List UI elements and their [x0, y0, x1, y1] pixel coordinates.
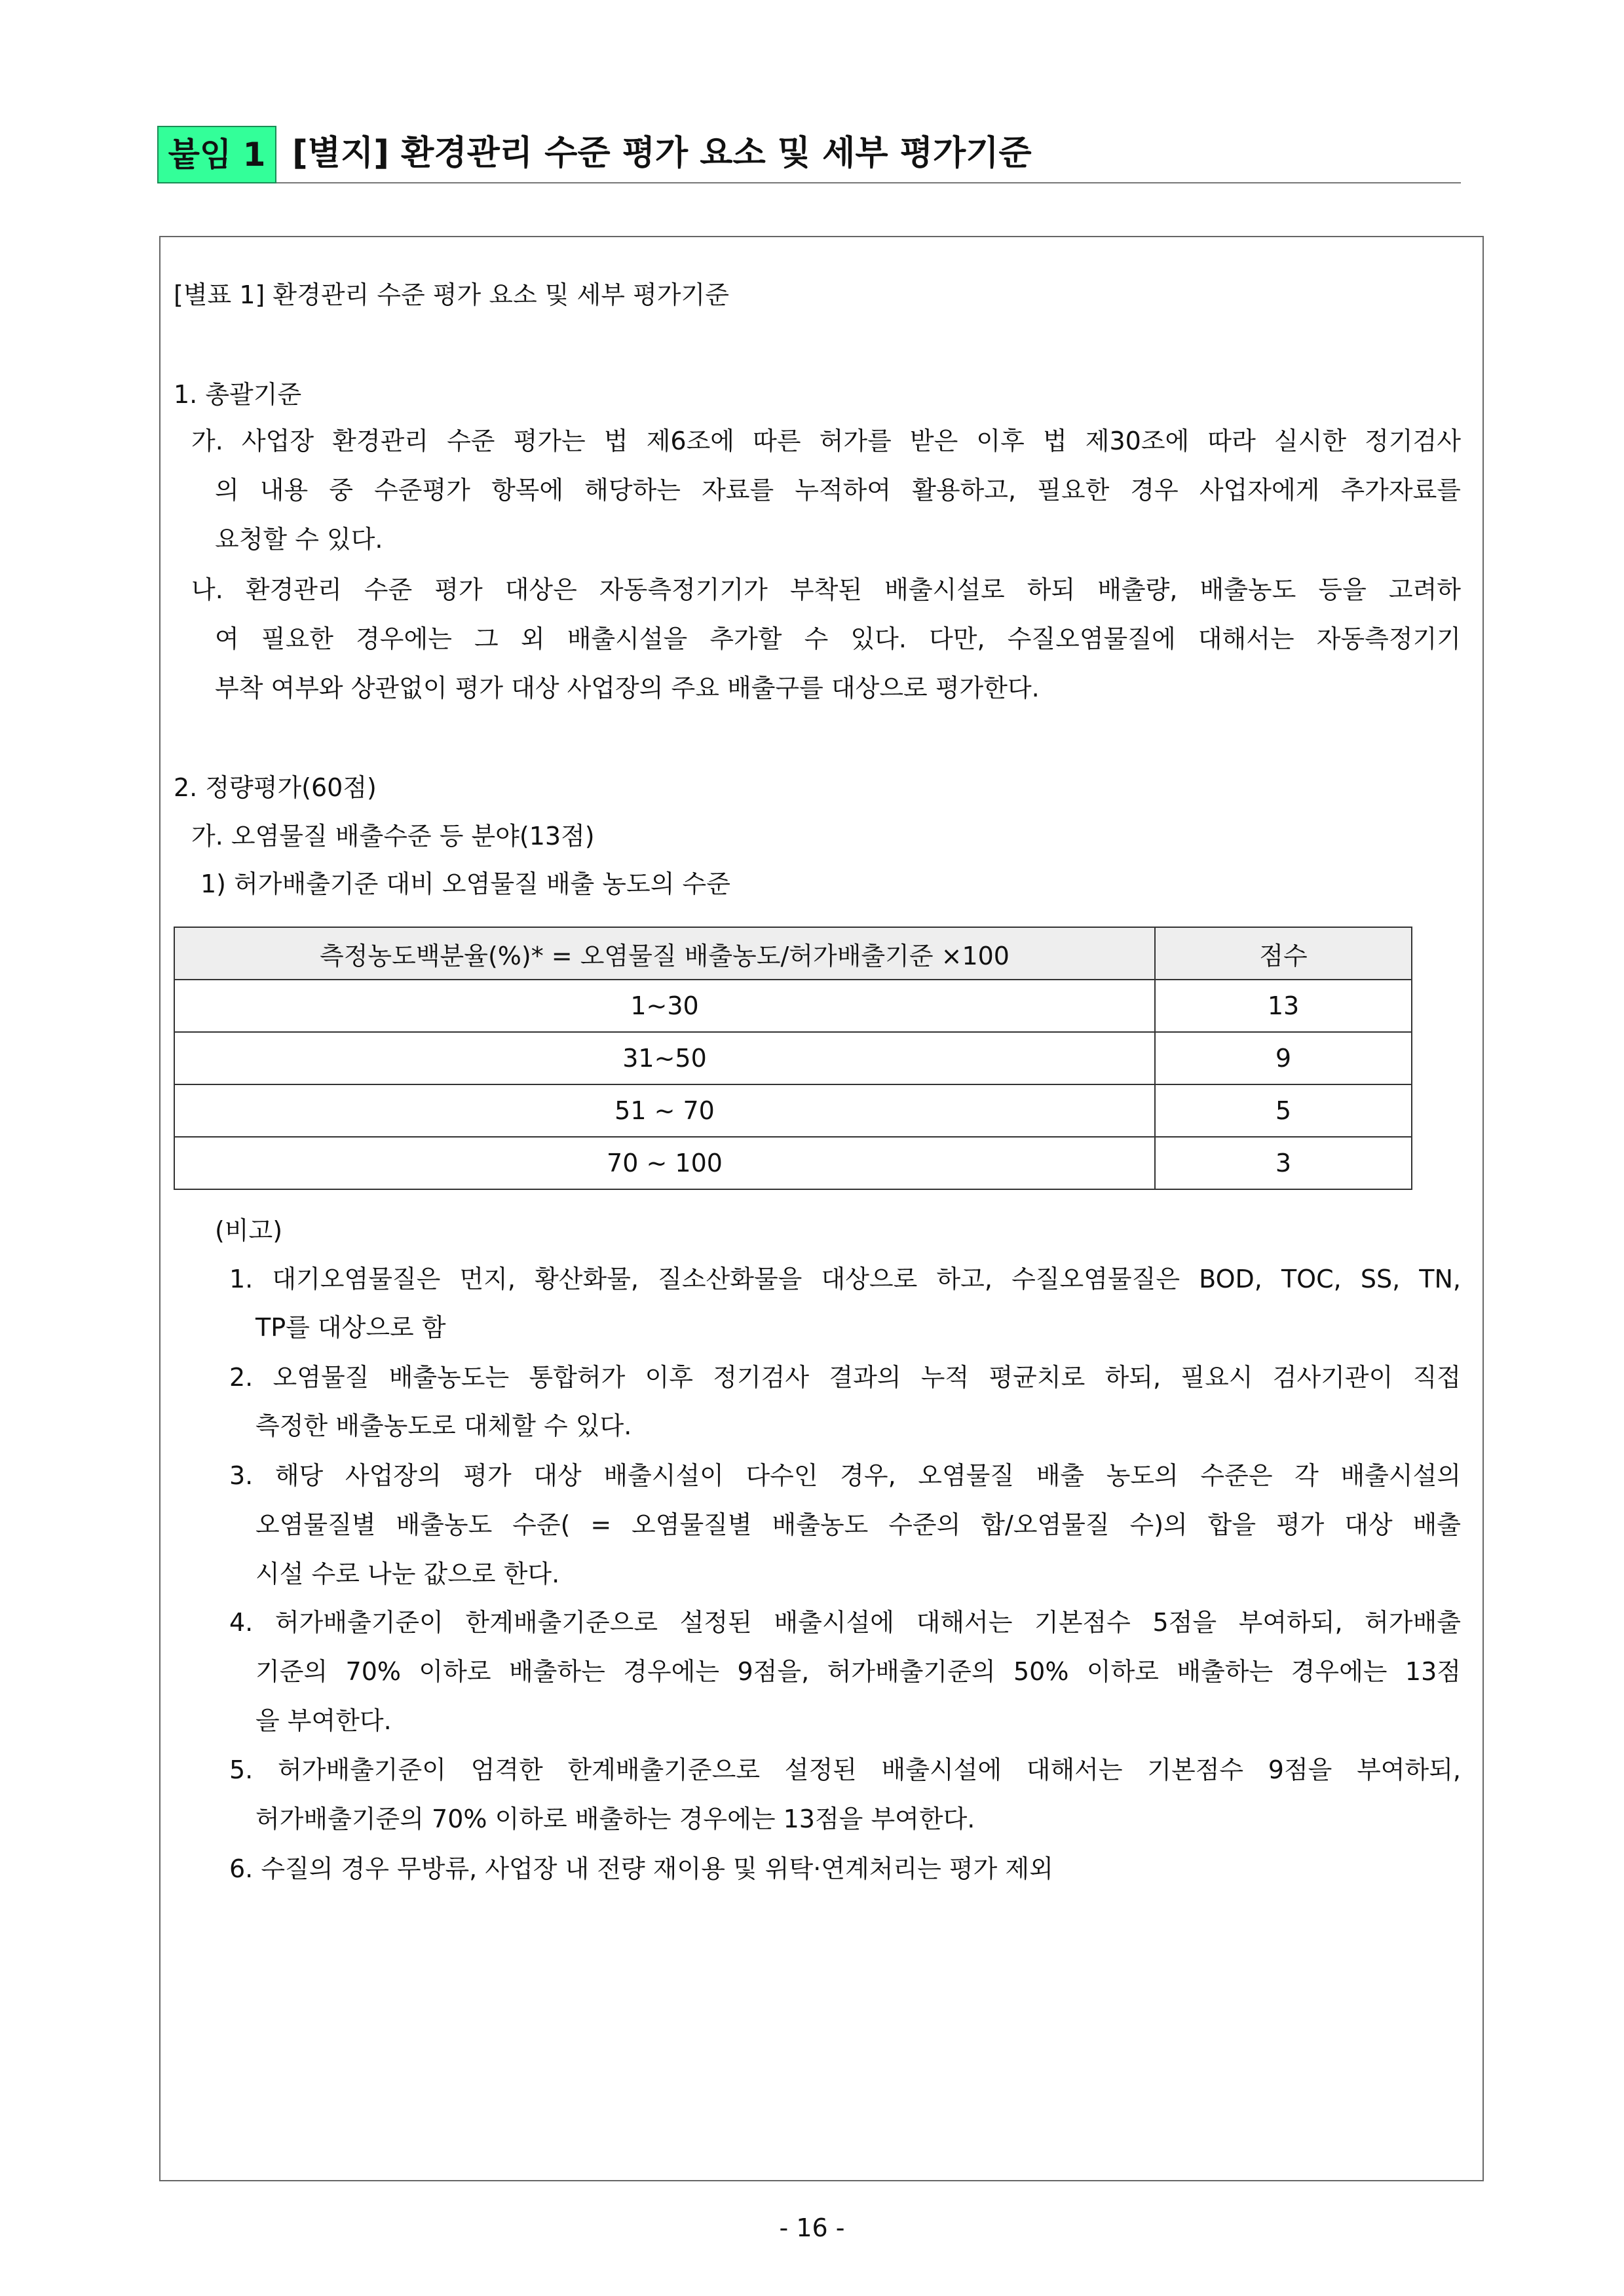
- section-1-ga-line-1: 가. 사업장 환경관리 수준 평가는 법 제6조에 따른 허가를 받은 이후 법 제30조에 따라 실시한 정기검사: [191, 427, 1461, 455]
- remark-4-line-2: 기준의 70% 이하로 배출하는 경우에는 9점을, 허가배출기준의 50% 이하로 배출하는 경우에는 13점: [255, 1657, 1461, 1686]
- table-cell: 70 ~ 100: [174, 1137, 1155, 1189]
- page-title: [별지] 환경관리 수준 평가 요소 및 세부 평가기준: [292, 134, 1032, 173]
- table-header-cell: 점수: [1155, 927, 1412, 980]
- section-1-ga-line-3: 요청할 수 있다.: [215, 525, 383, 554]
- remark-4-line-1: 4. 허가배출기준이 한계배출기준으로 설정된 배출시설에 대해서는 기본점수 5점을 부여하되, 허가배출: [229, 1608, 1461, 1637]
- section-1-na-line-3: 부착 여부와 상관없이 평가 대상 사업장의 주요 배출구를 대상으로 평가한다.: [215, 674, 1040, 702]
- table-cell: 5: [1155, 1084, 1412, 1137]
- section-1-ga-line-2: 의 내용 중 수준평가 항목에 해당하는 자료를 누적하여 활용하고, 필요한 경우 사업자에게 추가자료를: [215, 476, 1461, 505]
- attachment-badge: 붙임 1: [157, 126, 276, 183]
- section-2-ga-item-1: 1) 허가배출기준 대비 오염물질 배출 농도의 수준: [200, 870, 730, 898]
- table-header-row: [174, 927, 1412, 980]
- section-2-ga: 가. 오염물질 배출수준 등 분야(13점): [191, 822, 595, 851]
- table-label: [별표 1] 환경관리 수준 평가 요소 및 세부 평가기준: [174, 280, 729, 309]
- remark-4-line-3: 을 부여한다.: [255, 1706, 392, 1735]
- table-cell: 1~30: [174, 980, 1155, 1032]
- remark-3-line-2: 오염물질별 배출농도 수준( = 오염물질별 배출농도 수준의 합/오염물질 수)의 합을 평가 대상 배출: [255, 1510, 1461, 1539]
- table-cell: 13: [1155, 980, 1412, 1032]
- section-1-heading: 1. 총괄기준: [174, 380, 302, 409]
- table-header-cell: 측정농도백분율(%)* = 오염물질 배출농도/허가배출기준 ×100: [174, 927, 1155, 980]
- table-row: [174, 980, 1412, 1032]
- remark-6-line-1: 6. 수질의 경우 무방류, 사업장 내 전량 재이용 및 위탁·연계처리는 평가 제외: [229, 1854, 1053, 1883]
- table-row: [174, 1084, 1412, 1137]
- section-1-na-line-1: 나. 환경관리 수준 평가 대상은 자동측정기기가 부착된 배출시설로 하되 배출량, 배출농도 등을 고려하: [191, 575, 1461, 604]
- remark-2-line-2: 측정한 배출농도로 대체할 수 있다.: [255, 1411, 632, 1440]
- table-cell: 9: [1155, 1032, 1412, 1084]
- document-title-bar: [157, 117, 1461, 183]
- table-row: [174, 1032, 1412, 1084]
- remark-1-line-2: TP를 대상으로 함: [255, 1313, 446, 1342]
- section-2-heading: 2. 정량평가(60점): [174, 773, 377, 802]
- remark-5-line-1: 5. 허가배출기준이 엄격한 한계배출기준으로 설정된 배출시설에 대해서는 기본점수 9점을 부여하되,: [229, 1755, 1461, 1784]
- table-cell: 3: [1155, 1137, 1412, 1189]
- table-cell: 31~50: [174, 1032, 1155, 1084]
- remarks-heading: (비고): [215, 1216, 283, 1245]
- score-table: [174, 927, 1412, 1190]
- section-1-na-line-2: 여 필요한 경우에는 그 외 배출시설을 추가할 수 있다. 다만, 수질오염물질에 대해서는 자동측정기기: [215, 624, 1461, 653]
- remark-1-line-1: 1. 대기오염물질은 먼지, 황산화물, 질소산화물을 대상으로 하고, 수질오염물질은 BOD, TOC, SS, TN,: [229, 1265, 1461, 1293]
- table-row: [174, 1137, 1412, 1189]
- remark-2-line-1: 2. 오염물질 배출농도는 통합허가 이후 정기검사 결과의 누적 평균치로 하되, 필요시 검사기관이 직접: [229, 1363, 1461, 1392]
- table-cell: 51 ~ 70: [174, 1084, 1155, 1137]
- remark-5-line-2: 허가배출기준의 70% 이하로 배출하는 경우에는 13점을 부여한다.: [255, 1805, 975, 1833]
- remark-3-line-3: 시설 수로 나눈 값으로 한다.: [255, 1559, 560, 1588]
- remark-3-line-1: 3. 해당 사업장의 평가 대상 배출시설이 다수인 경우, 오염물질 배출 농도의 수준은 각 배출시설의: [229, 1461, 1461, 1490]
- page-number: - 16 -: [779, 2213, 845, 2242]
